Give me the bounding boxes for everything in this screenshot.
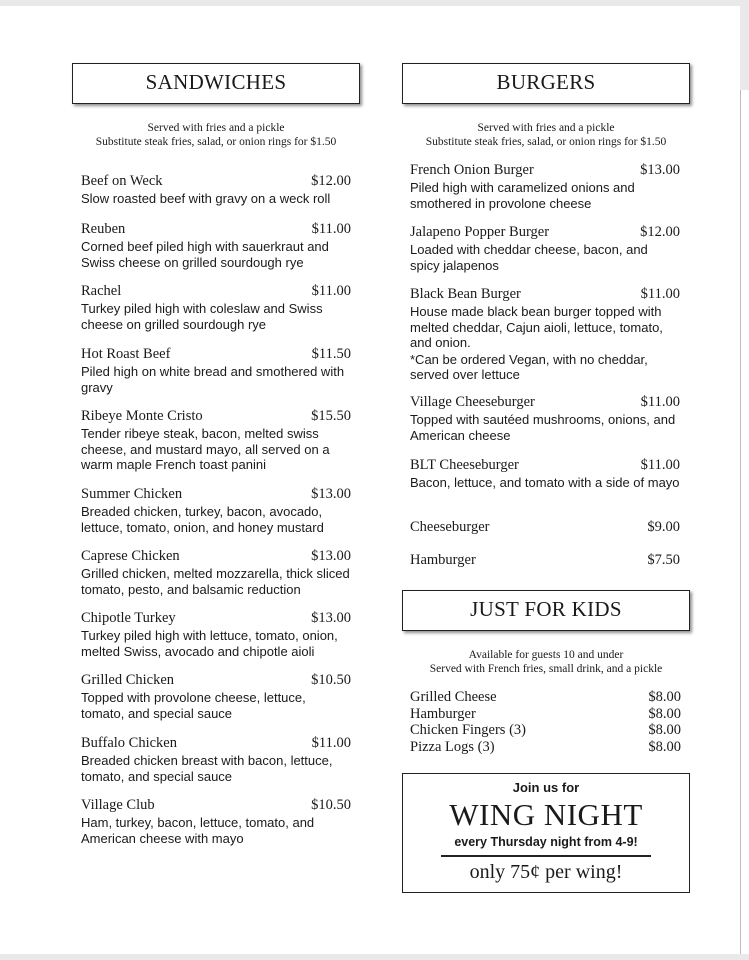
item-name: Pizza Logs (3) bbox=[410, 738, 495, 755]
item-description: Topped with provolone cheese, lettuce, tomato, and special sauce bbox=[81, 690, 306, 721]
burger-item bbox=[410, 519, 680, 536]
next-page-edge bbox=[740, 90, 749, 954]
item-name: Reuben bbox=[81, 221, 126, 237]
item-name: Ribeye Monte Cristo bbox=[81, 408, 203, 424]
kids-header bbox=[402, 590, 690, 631]
burger-item bbox=[410, 224, 680, 273]
item-description: Slow roasted beef with gravy on a weck roll bbox=[81, 191, 331, 206]
kids-title: JUST FOR KIDS bbox=[470, 597, 622, 621]
kids-item bbox=[410, 706, 681, 723]
item-price: $13.00 bbox=[311, 486, 351, 502]
kids-menu-list bbox=[410, 689, 681, 755]
item-price: $10.50 bbox=[311, 672, 351, 688]
item-description: Breaded chicken, turkey, bacon, avocado, lettuce, tomato, onion, and honey mustard bbox=[81, 504, 324, 535]
burgers-title: BURGERS bbox=[496, 70, 596, 94]
item-name: Hamburger bbox=[410, 705, 476, 722]
item-description: Bacon, lettuce, and tomato with a side of mayo bbox=[410, 475, 680, 490]
item-name: Caprese Chicken bbox=[81, 548, 180, 564]
item-price: $11.00 bbox=[640, 457, 680, 473]
item-price: $11.50 bbox=[311, 346, 351, 362]
burger-item bbox=[410, 552, 680, 569]
sandwiches-header bbox=[72, 63, 360, 104]
item-description: Turkey piled high with coleslaw and Swiss cheese on grilled sourdough rye bbox=[81, 301, 323, 332]
item-price: $8.00 bbox=[648, 705, 681, 722]
item-name: Grilled Cheese bbox=[410, 689, 497, 705]
item-name: BLT Cheeseburger bbox=[410, 457, 519, 473]
item-description: Piled high with caramelized onions and smothered in provolone cheese bbox=[410, 180, 635, 211]
sandwich-item bbox=[81, 735, 351, 784]
item-price: $13.00 bbox=[640, 162, 680, 178]
kids-subtitle-line1: Available for guests 10 and under bbox=[468, 649, 624, 661]
burgers-subtitle bbox=[402, 121, 690, 149]
sandwich-item bbox=[81, 672, 351, 721]
item-description: Piled high on white bread and smothered with gravy bbox=[81, 364, 345, 395]
item-name: Hamburger bbox=[410, 552, 476, 568]
item-price: $11.00 bbox=[311, 283, 351, 299]
item-description: Ham, turkey, bacon, lettuce, tomato, and American cheese with mayo bbox=[81, 815, 315, 846]
burger-item bbox=[410, 457, 680, 491]
kids-subtitle bbox=[402, 648, 690, 676]
item-price: $13.00 bbox=[311, 548, 351, 564]
wing-night-offer: only 75¢ per wing! bbox=[469, 861, 623, 883]
sandwiches-subtitle-line1: Served with fries and a pickle bbox=[147, 122, 285, 134]
item-note: *Can be ordered Vegan, with no cheddar, served over lettuce bbox=[410, 351, 648, 382]
item-name: French Onion Burger bbox=[410, 162, 534, 178]
sandwich-item bbox=[81, 346, 351, 395]
item-name: Grilled Chicken bbox=[81, 672, 175, 688]
wing-night-divider bbox=[441, 855, 651, 857]
burger-item bbox=[410, 286, 680, 383]
item-name: Buffalo Chicken bbox=[81, 735, 177, 751]
item-description: Corned beef piled high with sauerkraut and Swiss cheese on grilled sourdough rye bbox=[81, 239, 329, 270]
item-price: $15.50 bbox=[311, 408, 351, 424]
item-description: Tender ribeye steak, bacon, melted swiss cheese, and mustard mayo, all served on a warm maple French toast panini bbox=[81, 426, 330, 472]
item-name: Village Club bbox=[81, 797, 155, 813]
item-name: Village Cheeseburger bbox=[410, 394, 535, 410]
sandwich-item bbox=[81, 173, 351, 207]
item-price: $8.00 bbox=[648, 738, 681, 755]
sandwich-item bbox=[81, 221, 351, 270]
kids-subtitle-line2: Served with French fries, small drink, and a pickle bbox=[429, 663, 663, 675]
item-name: Beef on Weck bbox=[81, 173, 163, 189]
wing-night-title: WING NIGHT bbox=[449, 797, 643, 832]
item-name: Summer Chicken bbox=[81, 486, 183, 502]
item-name: Black Bean Burger bbox=[410, 286, 521, 302]
sandwiches-subtitle bbox=[72, 121, 360, 149]
item-price: $8.00 bbox=[648, 689, 681, 705]
item-price: $12.00 bbox=[311, 173, 351, 189]
item-name: Chicken Fingers (3) bbox=[410, 722, 526, 738]
item-price: $11.00 bbox=[640, 286, 680, 302]
item-name: Chipotle Turkey bbox=[81, 610, 176, 626]
sandwich-item bbox=[81, 610, 351, 659]
burgers-subtitle-line2: Substitute steak fries, salad, or onion rings for $1.50 bbox=[425, 136, 667, 148]
item-price: $11.00 bbox=[640, 394, 680, 410]
wing-night-box bbox=[402, 773, 690, 893]
item-description: House made black bean burger topped with melted cheddar, Cajun aioli, lettuce, tomato, and onion. bbox=[410, 304, 663, 350]
sandwich-item bbox=[81, 408, 351, 473]
item-description: Loaded with cheddar cheese, bacon, and spicy jalapenos bbox=[410, 242, 648, 273]
item-price: $9.00 bbox=[647, 519, 680, 535]
item-price: $11.00 bbox=[311, 735, 351, 751]
item-price: $11.00 bbox=[311, 221, 351, 237]
item-description: Turkey piled high with lettuce, tomato, onion, melted Swiss, avocado and chipotle aioli bbox=[81, 628, 338, 659]
item-price: $7.50 bbox=[647, 552, 680, 568]
kids-item bbox=[410, 739, 681, 756]
burgers-header bbox=[402, 63, 690, 104]
item-description: Grilled chicken, melted mozzarella, thick sliced tomato, pesto, and balsamic reduction bbox=[81, 566, 350, 597]
item-price: $8.00 bbox=[648, 722, 681, 738]
burgers-subtitle-line1: Served with fries and a pickle bbox=[477, 122, 615, 134]
sandwich-item bbox=[81, 797, 351, 846]
item-name: Rachel bbox=[81, 283, 122, 299]
item-name: Cheeseburger bbox=[410, 519, 490, 535]
sandwich-item bbox=[81, 283, 351, 332]
item-price: $13.00 bbox=[311, 610, 351, 626]
sandwich-item bbox=[81, 548, 351, 597]
item-description: Breaded chicken breast with bacon, lettuce, tomato, and special sauce bbox=[81, 753, 333, 784]
sandwich-item bbox=[81, 486, 351, 535]
sandwiches-subtitle-line2: Substitute steak fries, salad, or onion rings for $1.50 bbox=[95, 136, 337, 148]
wing-night-intro: Join us for bbox=[512, 780, 580, 795]
item-price: $10.50 bbox=[311, 797, 351, 813]
item-price: $12.00 bbox=[640, 224, 680, 240]
wing-night-schedule: every Thursday night from 4-9! bbox=[454, 835, 638, 849]
burger-item bbox=[410, 394, 680, 443]
item-name: Hot Roast Beef bbox=[81, 346, 171, 362]
item-name: Jalapeno Popper Burger bbox=[410, 224, 550, 240]
sandwiches-title: SANDWICHES bbox=[145, 70, 287, 94]
item-description: Topped with sautéed mushrooms, onions, and American cheese bbox=[410, 412, 676, 443]
kids-item bbox=[410, 722, 681, 739]
kids-item bbox=[410, 689, 681, 706]
burger-item bbox=[410, 162, 680, 211]
